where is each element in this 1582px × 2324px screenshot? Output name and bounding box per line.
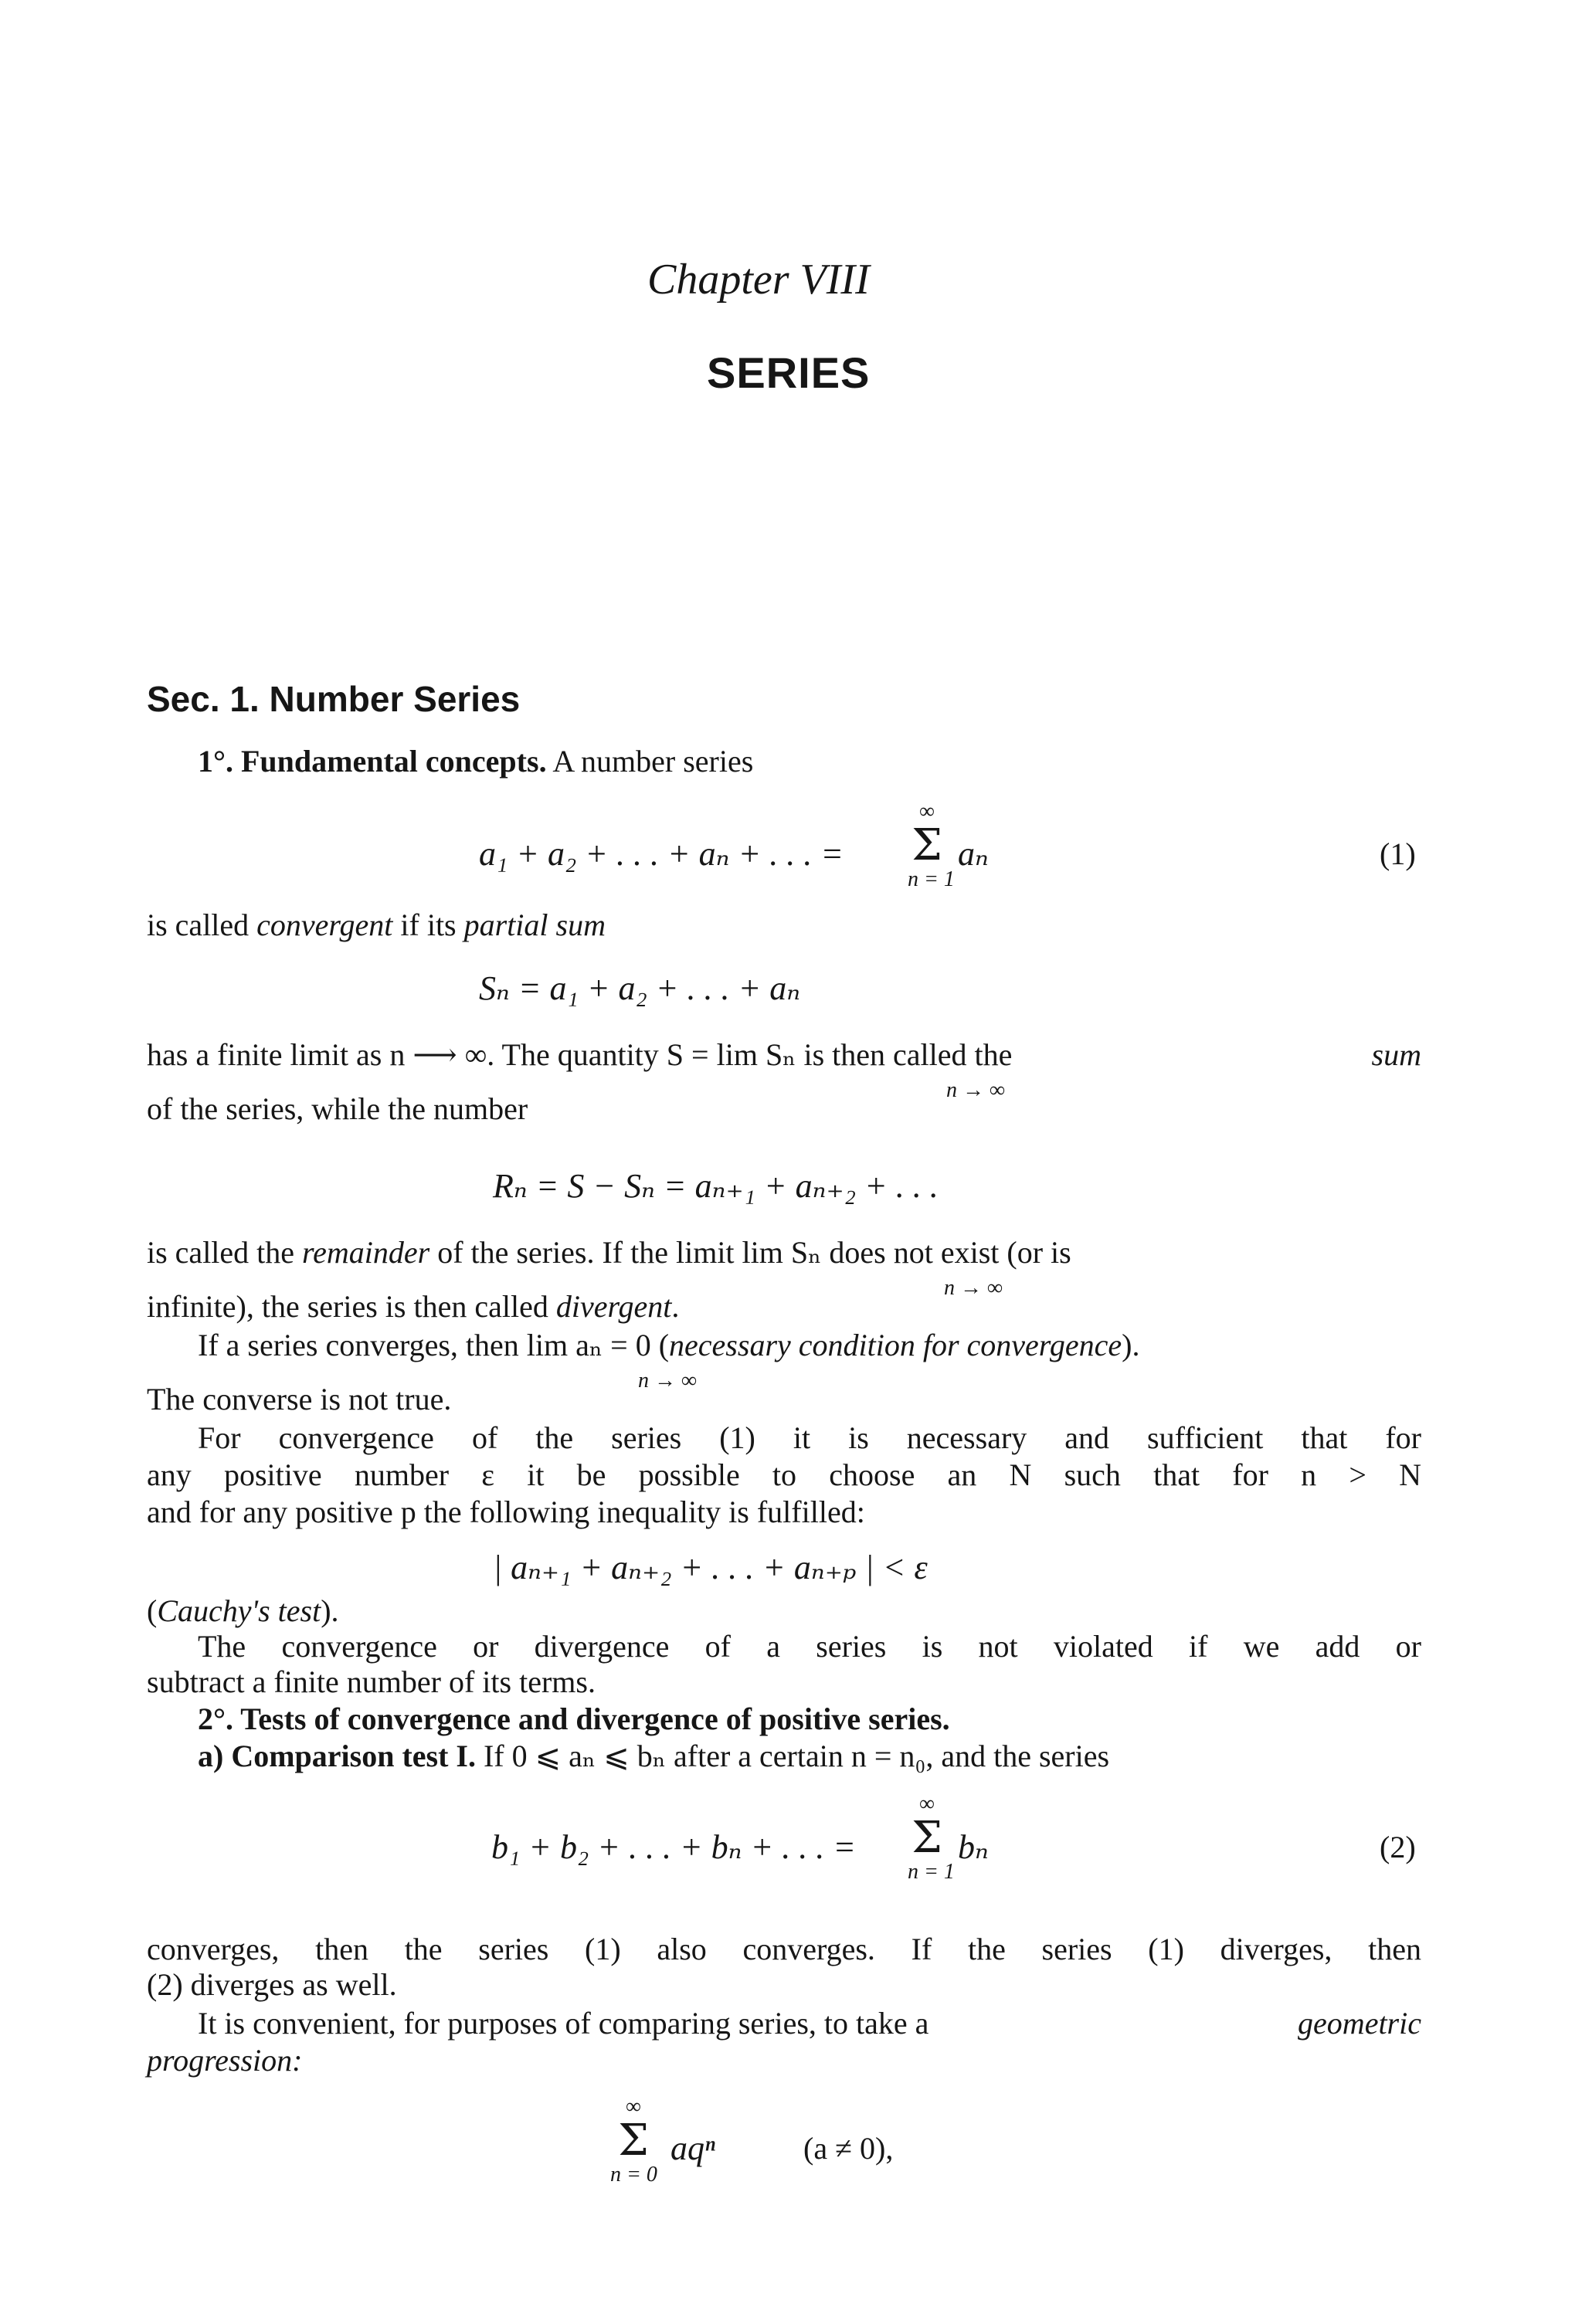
equation-cauchy: | aₙ₊₁ + aₙ₊₂ + . . . + aₙ₊ₚ | < ε [493,1549,928,1586]
finite-line-2: subtract a finite number of its terms. [147,1664,596,1699]
eq1-sum [908,799,955,892]
text: if its [392,908,464,942]
cauchy-line-2: any positive number ε it be possible to choose an N such that for n > N [147,1457,1421,1492]
text: has a finite limit as n ⟶ ∞. The quantity S = lim Sₙ is then called the [147,1037,1013,1072]
finite-line-1: The convergence or divergence of a series is not violated if we add or [198,1629,1421,1664]
line-finite-limit [147,1036,1421,1074]
text: is called the [147,1235,303,1270]
cauchy-line-3: and for any positive p the following inequality is fulfilled: [147,1494,865,1529]
text: is called [147,908,257,942]
term-sum: sum [1371,1037,1421,1072]
eq1-term: aₙ [958,835,989,873]
text: ( [147,1593,158,1628]
chapter-title: SERIES [707,348,871,397]
line-called-convergent [147,907,606,944]
line-remainder [147,1234,1421,1271]
equation-partial-sum: Sₙ = a₁ + a₂ + . . . + aₙ [479,969,801,1007]
term-geometric: geometric [1298,2006,1421,2041]
cauchy-line-1: For convergence of the series (1) it is necessary and sufficient that for [198,1420,1421,1455]
eq2-lhs: b₁ + b₂ + . . . + bₙ + . . . = [491,1828,856,1866]
chapter-label: Chapter VIII [647,256,870,304]
term-cauchy-test: Cauchy's test [157,1593,321,1628]
geo-condition: (a ≠ 0), [803,2131,894,2166]
limit-under-2: n → ∞ [944,1276,1003,1300]
line-comparison-test [198,1738,1421,1775]
text: . [671,1289,680,1324]
geometric-line-1 [198,2005,1421,2042]
heading-tests: 2°. Tests of convergence and divergence of positive series. [198,1701,950,1736]
term-necessary-condition: necessary condition for convergence [669,1328,1122,1362]
converges-line-2: (2) diverges as well. [147,1967,397,2002]
geo-sum [610,2095,657,2187]
geo-sigma-icon: Σ [618,2115,649,2166]
equation-remainder: Rₙ = S − Sₙ = aₙ₊₁ + aₙ₊₂ + . . . [493,1167,939,1205]
paragraph-fundamental [198,743,753,780]
line-divergent [147,1288,679,1325]
eq2-sum [908,1792,955,1885]
eq2-number: (2) [1380,1830,1416,1864]
text: of the series. If the limit lim Sₙ does not exist (or is [429,1235,1071,1270]
eq1-lhs: a₁ + a₂ + . . . + aₙ + . . . = [479,835,844,873]
geo-term: aqⁿ [670,2129,715,2167]
text: It is convenient, for purposes of comparing series, to take a [198,2006,929,2041]
line-converse: The converse is not true. [147,1382,452,1416]
eq2-sum-upper: ∞ [919,1792,935,1816]
section-title: Sec. 1. Number Series [147,679,521,719]
eq1-sum-upper: ∞ [919,799,935,823]
term-convergent: convergent [256,908,393,942]
text: infinite), the series is then called [147,1289,556,1324]
limit-under-1: n → ∞ [946,1078,1005,1102]
eq1-sigma-icon: Σ [912,820,942,870]
geo-sum-upper: ∞ [626,2095,641,2119]
eq2-term: bₙ [958,1828,989,1866]
geometric-line-2: progression: [147,2043,303,2078]
text-comparison-condition: If 0 ⩽ aₙ ⩽ bₙ after a certain n = n₀, and the series [475,1739,1110,1773]
term-divergent: divergent [555,1289,672,1324]
line-necessary-condition [198,1327,1139,1364]
converges-line-1: converges, then the series (1) also converges. If the series (1) diverges, then [147,1932,1421,1966]
geo-sum-lower: n = 0 [610,2163,657,2187]
heading-fundamental: 1°. Fundamental concepts. [198,744,547,779]
text: If a series converges, then lim aₙ = 0 ( [198,1328,670,1362]
eq2-sum-lower: n = 1 [908,1860,955,1884]
equation-2 [491,1827,856,1867]
eq2-sigma-icon: Σ [912,1813,942,1863]
text: ). [321,1593,339,1628]
text-number-series: A number series [546,744,754,779]
limit-under-3: n → ∞ [638,1369,697,1393]
eq1-number: (1) [1380,836,1416,871]
text: ). [1122,1328,1140,1362]
term-remainder: remainder [302,1235,430,1270]
term-partial-sum: partial sum [463,908,606,942]
equation-1 [479,834,844,874]
heading-comparison-test: a) Comparison test I. [198,1739,476,1773]
eq1-sum-lower: n = 1 [908,867,955,891]
line-of-series: of the series, while the number [147,1091,528,1126]
line-cauchy-test [147,1593,339,1630]
